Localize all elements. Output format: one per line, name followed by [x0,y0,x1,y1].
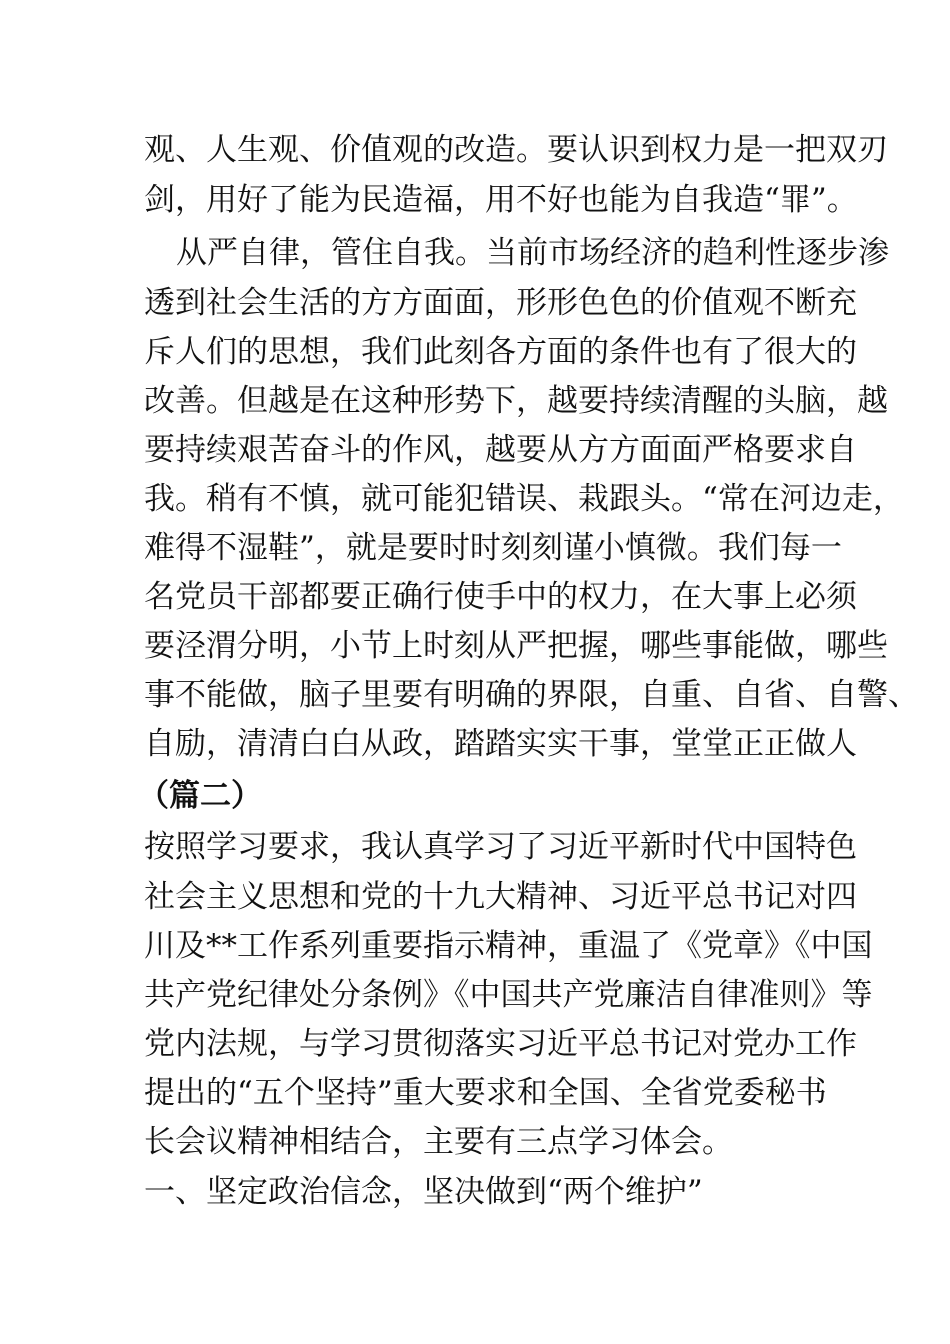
text-line: 要泾渭分明，小节上时刻从严把握，哪些事能做，哪些 [144,628,888,664]
text-line: 党内法规，与学习贯彻落实习近平总书记对党办工作 [144,1026,857,1062]
text-line: 难得不湿鞋”，就是要时时刻刻谨小慎微。我们每一 [144,530,842,566]
text-line: 要持续艰苦奋斗的作风，越要从方方面面严格要求自 [144,432,857,468]
text-line: 剑，用好了能为民造福，用不好也能为自我造“罪”。 [144,182,858,218]
text-line: 按照学习要求，我认真学习了习近平新时代中国特色 [144,829,857,865]
text-line: 长会议精神相结合，主要有三点学习体会。 [144,1124,733,1160]
text-line: 名党员干部都要正确行使手中的权力，在大事上必须 [144,579,857,615]
text-line: 共产党纪律处分条例》《中国共产党廉洁自律准则》等 [144,977,873,1013]
text-line: 改善。但越是在这种形势下，越要持续清醒的头脑，越 [144,383,888,419]
text-line: 社会主义思想和党的十九大精神、习近平总书记对四 [144,879,857,915]
text-line: 川及**工作系列重要指示精神，重温了《党章》《中国 [144,928,873,964]
text-line: 提出的“五个坚持”重大要求和全国、全省党委秘书 [144,1075,827,1111]
text-line: 我。稍有不慎，就可能犯错误、栽跟头。“常在河边走， [144,481,904,517]
text-line: 透到社会生活的方方面面，形形色色的价值观不断充 [144,285,857,321]
section-heading: （篇二） [138,778,262,814]
text-line: 斥人们的思想，我们此刻各方面的条件也有了很大的 [144,334,857,370]
subheading: 一、坚定政治信念，坚决做到“两个维护” [144,1174,703,1210]
text-line: 自励，清清白白从政，踏踏实实干事，堂堂正正做人 [144,726,857,762]
paragraph-first-line: 从严自律，管住自我。当前市场经济的趋利性逐步渗 [176,235,889,271]
text-line: 事不能做，脑子里要有明确的界限，自重、自省、自警、 [144,677,919,713]
text-line: 观、人生观、价值观的改造。要认识到权力是一把双刃 [144,132,888,168]
